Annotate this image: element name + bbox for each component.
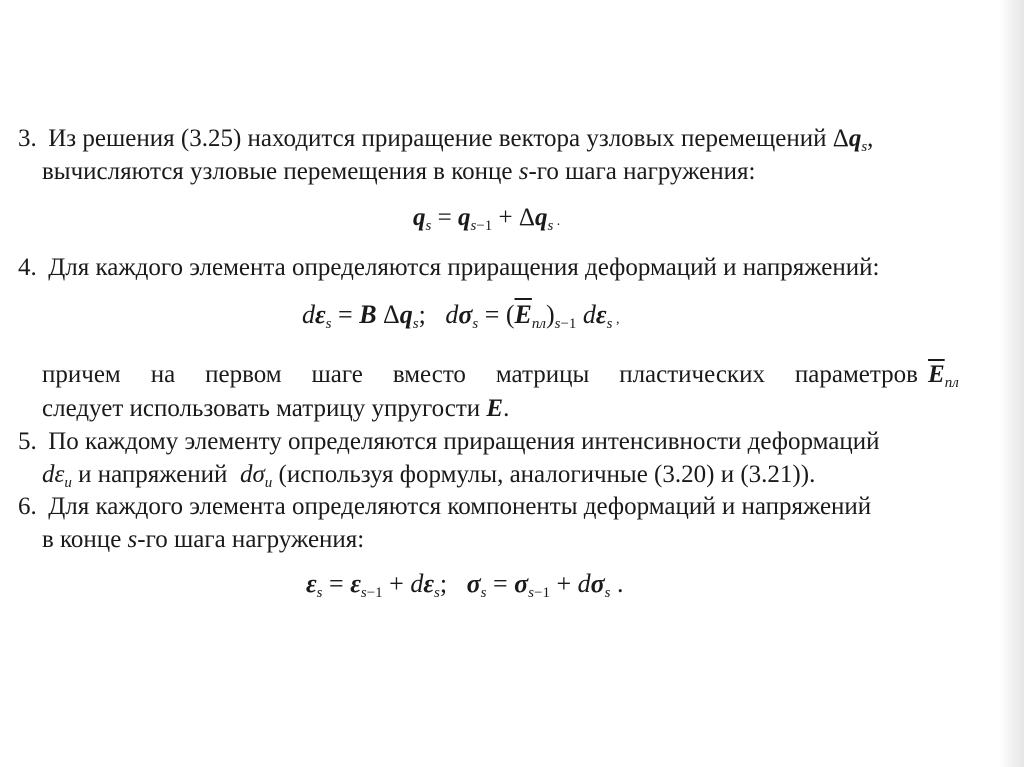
- item-5-line-2: [42, 460, 815, 490]
- item-tail: (используя формулы, аналогичные (3.20) и (3.21)).: [278, 461, 816, 488]
- item-number: 6.: [18, 493, 37, 520]
- item-4-line-1: [18, 253, 879, 283]
- note-word: вместо: [392, 361, 466, 388]
- formula-1: $q_s = q_{s-1} + \Delta q_s$ .: [413, 204, 561, 234]
- note-word: пластических: [619, 361, 765, 388]
- item-text: По каждому элементу определяются приращения интенсивности деформаций: [48, 428, 880, 455]
- note-text: следует использовать матрицу упругости: [42, 395, 481, 422]
- note-word: первом: [205, 361, 282, 388]
- note-word: параметров: [794, 361, 918, 388]
- inline-formula: $\Delta q_s$: [832, 125, 868, 155]
- item-number: 3.: [18, 125, 37, 152]
- formula-2: $d\varepsilon_s = B$ $\Delta q_s$; $d\sigma_s = (\overline{E}_{пл})_{s-1}$ $d\varepsilon_s$ ,: [302, 300, 620, 332]
- item-6-line-2: [42, 525, 364, 555]
- item-number: 4.: [18, 254, 37, 281]
- note-word: на: [150, 361, 176, 388]
- item-text: Для каждого элемента определяются приращения деформаций и напряжений:: [48, 254, 880, 281]
- inline-matrix-e-pl: $\overline{E}_{пл}$: [928, 361, 959, 391]
- inline-variable: E: [486, 395, 504, 422]
- item-text: вычисляются узловые перемещения в конце: [42, 158, 513, 185]
- inline-formula: $d\sigma_u$: [233, 461, 273, 491]
- item-3-line-2: [42, 157, 755, 187]
- item-tail: -го шага нагружения:: [137, 526, 365, 553]
- item-text: в конце: [42, 526, 122, 553]
- note-word: причем: [42, 361, 121, 388]
- item-text: Из решения (3.25) находится приращение вектора узловых перемещений: [48, 125, 827, 152]
- note-line-2: [42, 394, 509, 424]
- inline-formula: $d\varepsilon_u$: [42, 461, 72, 491]
- item-text: и напряжений: [78, 461, 228, 488]
- formula-3: $\varepsilon_s = \varepsilon_{s-1} + d\varepsilon_s$; $\sigma_s = \sigma_{s-1} + d\sigma_s$ .: [306, 569, 624, 601]
- note-word: шаге: [311, 361, 363, 388]
- item-tail: ,: [867, 125, 874, 152]
- item-5-line-1: [18, 427, 879, 457]
- note-line-1: [42, 360, 918, 390]
- item-tail: -го шага нагружения:: [528, 158, 756, 185]
- inline-variable: s: [127, 526, 138, 553]
- note-word: матрицы: [495, 361, 590, 388]
- inline-variable: s: [518, 158, 529, 185]
- item-6-line-1: [18, 492, 871, 522]
- item-number: 5.: [18, 428, 37, 455]
- note-tail: .: [503, 395, 510, 422]
- item-3-line-1: [18, 124, 873, 154]
- item-text: Для каждого элемента определяются компоненты деформаций и напряжений: [48, 493, 872, 520]
